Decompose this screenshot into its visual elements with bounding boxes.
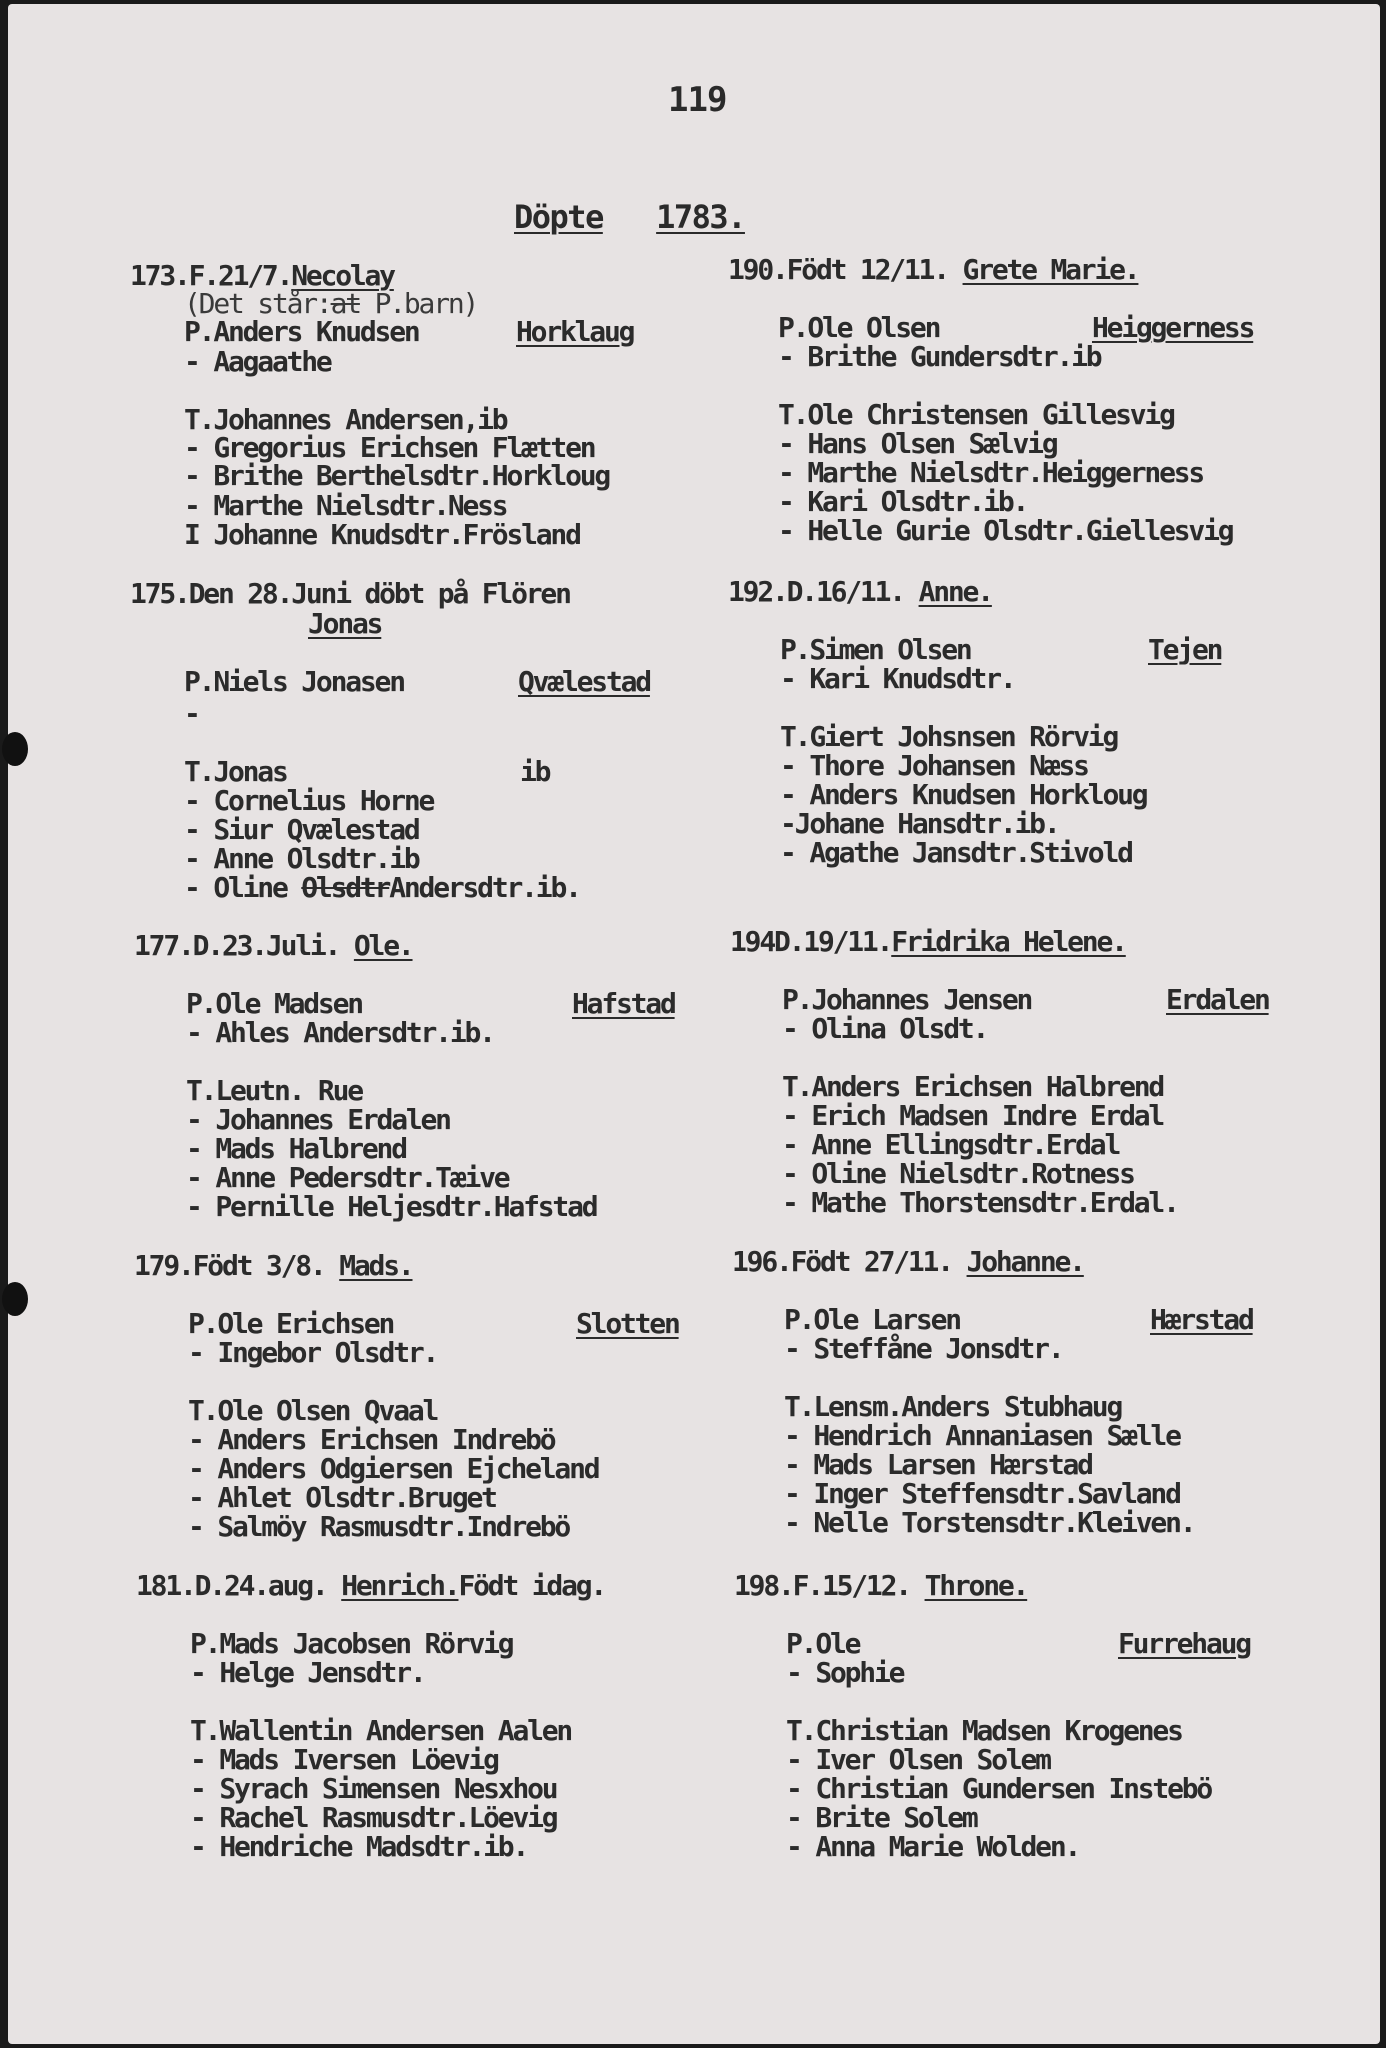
- witness: - Mathe Thorstensdtr.Erdal.: [782, 1186, 1178, 1219]
- witness: T.Anders Erichsen Halbrend: [782, 1070, 1164, 1103]
- child-name: Throne.: [924, 1569, 1028, 1602]
- entry-note: (Det står:at P.barn): [184, 287, 478, 320]
- witness: - Hendriche Madsdtr.ib.: [190, 1830, 528, 1863]
- witness: I Johanne Knudsdtr.Frösland: [184, 518, 580, 551]
- witness: - Nelle Torstensdtr.Kleiven.: [784, 1506, 1195, 1539]
- entry-header: 190.Födt 12/11. Grete Marie.: [728, 253, 1139, 286]
- witness: - Anders Odgiersen Ejcheland: [188, 1452, 599, 1485]
- mother: - Sophie: [786, 1656, 904, 1689]
- child-name: Necolay: [291, 259, 394, 292]
- father: P.Simen Olsen: [780, 633, 971, 666]
- mother: - Brithe Gundersdtr.ib: [778, 340, 1101, 373]
- page-heading: [514, 198, 745, 236]
- witness: - Agathe Jansdtr.Stivold: [780, 836, 1132, 869]
- entry-header: 177.D.23.Juli. Ole.: [134, 929, 413, 962]
- farm-name: Hærstad: [1150, 1303, 1253, 1336]
- child-name: Johanne.: [966, 1245, 1084, 1278]
- witness: - Gregorius Erichsen Flætten: [184, 431, 595, 464]
- witness: - Christian Gundersen Instebö: [786, 1772, 1212, 1805]
- witness: - Thore Johansen Næss: [780, 749, 1088, 782]
- entry-header: 194D.19/11.Fridrika Helene.: [730, 925, 1126, 958]
- witness: - Iver Olsen Solem: [786, 1743, 1050, 1776]
- witness: - Anne Olsdtr.ib: [184, 842, 419, 875]
- mother: - Aagaathe: [184, 345, 331, 378]
- witness: T.Wallentin Andersen Aalen: [190, 1714, 572, 1747]
- witness: T.Lensm.Anders Stubhaug: [784, 1390, 1122, 1423]
- witness: - Johannes Erdalen: [186, 1103, 450, 1136]
- struck-text: at: [330, 287, 360, 320]
- punch-hole: [2, 732, 28, 766]
- witness: - Salmöy Rasmusdtr.Indrebö: [188, 1510, 570, 1543]
- father: P.Johannes Jensen: [782, 983, 1032, 1016]
- witness: - Marthe Nielsdtr.Heiggerness: [778, 456, 1204, 489]
- child-name: Fridrika Helene.: [891, 925, 1126, 958]
- witness: - Kari Olsdtr.ib.: [778, 485, 1028, 518]
- farm-name: Horklaug: [516, 315, 634, 348]
- witness: - Anna Marie Wolden.: [786, 1830, 1080, 1863]
- child-name: Grete Marie.: [962, 253, 1139, 286]
- witness: -Johane Hansdtr.ib.: [780, 807, 1059, 840]
- farm-name: Slotten: [576, 1307, 679, 1340]
- entry-header: 181.D.24.aug. Henrich.Födt idag.: [136, 1569, 606, 1602]
- child-name: Henrich.: [341, 1569, 459, 1602]
- farm-name: Qvælestad: [518, 665, 650, 698]
- witness: - Mads Iversen Löevig: [190, 1743, 498, 1776]
- witness: - Ahlet Olsdtr.Bruget: [188, 1481, 496, 1514]
- witness: T.Ole Olsen Qvaal: [188, 1394, 438, 1427]
- witness: - Erich Madsen Indre Erdal: [782, 1099, 1164, 1132]
- witness: T.Johannes Andersen,ib: [184, 403, 507, 436]
- witness: - Oline OlsdtrAndersdtr.ib.: [184, 871, 580, 904]
- witness: T.Ole Christensen Gillesvig: [778, 398, 1174, 431]
- witness: T.Giert Johsnsen Rörvig: [780, 720, 1118, 753]
- farm-name: Hafstad: [572, 987, 675, 1020]
- witness: - Cornelius Horne: [184, 784, 434, 817]
- witness: T.Christian Madsen Krogenes: [786, 1714, 1182, 1747]
- witness: - Oline Nielsdtr.Rotness: [782, 1157, 1134, 1190]
- mother: - Helge Jensdtr.: [190, 1656, 425, 1689]
- mother: - Olina Olsdt.: [782, 1012, 988, 1045]
- punch-hole: [2, 1282, 28, 1316]
- witness: - Hendrich Annaniasen Sælle: [784, 1419, 1180, 1452]
- witness: - Brithe Berthelsdtr.Horkloug: [184, 459, 610, 492]
- witness: - Syrach Simensen Nesxhou: [190, 1772, 557, 1805]
- entry-header: 198.F.15/12. Throne.: [734, 1569, 1028, 1602]
- father: P.Mads Jacobsen Rörvig: [190, 1627, 513, 1660]
- farm-name: Furrehaug: [1118, 1627, 1250, 1660]
- mother: -: [184, 697, 199, 730]
- witness: - Brite Solem: [786, 1801, 977, 1834]
- farm-name: Tejen: [1148, 633, 1222, 666]
- entry-header: 173.F.21/7.Necolay: [130, 259, 394, 292]
- witness: - Anders Erichsen Indrebö: [188, 1423, 555, 1456]
- child-name: Ole.: [353, 929, 413, 962]
- witness: - Pernille Heljesdtr.Hafstad: [186, 1190, 597, 1223]
- witness: - Anne Ellingsdtr.Erdal: [782, 1128, 1120, 1161]
- heading-word: Döpte: [514, 198, 603, 236]
- father: P.Ole: [786, 1627, 860, 1660]
- witness: - Anders Knudsen Horkloug: [780, 778, 1147, 811]
- mother: - Steffåne Jonsdtr.: [784, 1332, 1063, 1365]
- father: P.Niels Jonasen: [184, 665, 404, 698]
- witness: - Marthe Nielsdtr.Ness: [184, 489, 507, 522]
- witness: - Inger Steffensdtr.Savland: [784, 1477, 1180, 1510]
- witness: - Siur Qvælestad: [184, 813, 419, 846]
- farm-name: ib: [520, 755, 550, 788]
- farm-name: Heiggerness: [1092, 311, 1254, 344]
- mother: - Ingebor Olsdtr.: [188, 1336, 438, 1369]
- witness: - Rachel Rasmusdtr.Löevig: [190, 1801, 557, 1834]
- witness: T.Jonas: [184, 755, 287, 788]
- farm-name: Erdalen: [1166, 983, 1269, 1016]
- father: P.Ole Olsen: [778, 311, 940, 344]
- page-number: 119: [668, 80, 727, 120]
- child-name: Anne.: [918, 575, 992, 608]
- entry-header: 179.Födt 3/8. Mads.: [134, 1249, 413, 1282]
- entry-header: 175.Den 28.Juni döbt på Flören: [130, 577, 570, 610]
- mother: - Ahles Andersdtr.ib.: [186, 1016, 494, 1049]
- father: P.Ole Erichsen: [188, 1307, 394, 1340]
- witness: T.Leutn. Rue: [186, 1074, 362, 1107]
- witness: - Anne Pedersdtr.Tæive: [186, 1161, 509, 1194]
- mother: - Kari Knudsdtr.: [780, 662, 1015, 695]
- witness: - Mads Larsen Hærstad: [784, 1448, 1092, 1481]
- child-name: Jonas: [308, 607, 382, 640]
- father: P.Anders Knudsen: [184, 315, 419, 348]
- entry-header: 192.D.16/11. Anne.: [728, 575, 992, 608]
- heading-year: 1783.: [656, 198, 745, 236]
- witness: - Helle Gurie Olsdtr.Giellesvig: [778, 514, 1233, 547]
- struck-text: Olsdtr: [301, 871, 390, 904]
- entry-header: 196.Födt 27/11. Johanne.: [732, 1245, 1084, 1278]
- father: P.Ole Madsen: [186, 987, 362, 1020]
- child-name: Mads.: [339, 1249, 413, 1282]
- father: P.Ole Larsen: [784, 1303, 960, 1336]
- witness: - Hans Olsen Sælvig: [778, 427, 1057, 460]
- witness: - Mads Halbrend: [186, 1132, 406, 1165]
